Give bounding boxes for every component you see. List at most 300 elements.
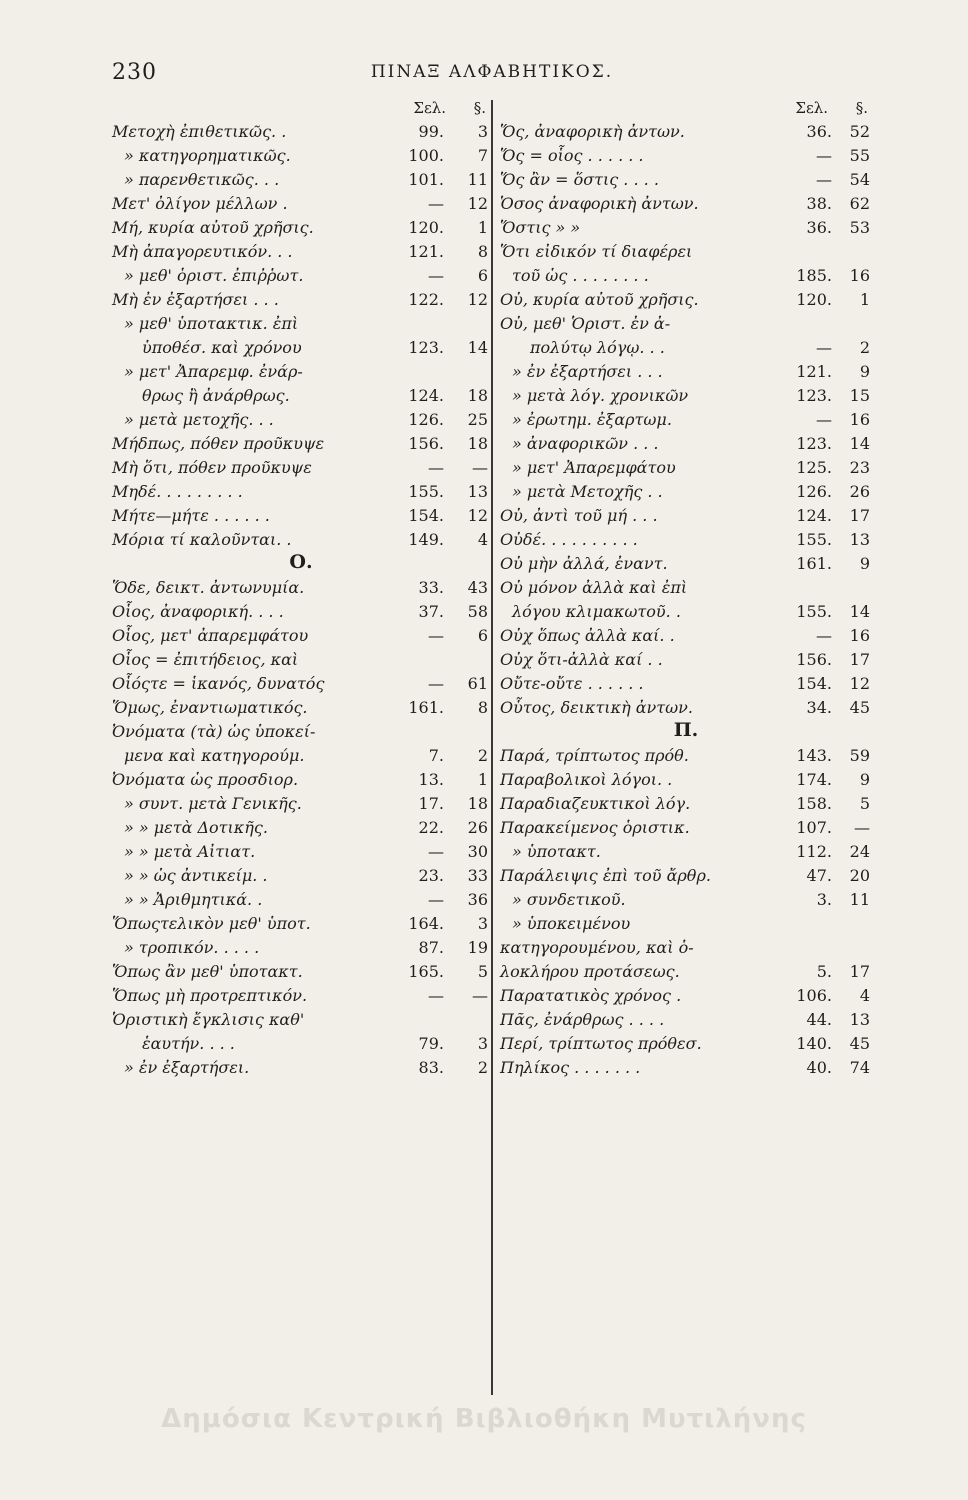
index-entry [500,647,872,671]
index-entry [112,455,490,479]
page-header [112,50,872,90]
page-ref: 122. [408,290,444,309]
index-term: Οὐ, ἀντὶ τοῦ μή . . . [500,506,658,525]
section-ref: 14 [467,338,488,357]
index-term: » ἐν ἐξαρτήσει. [124,1058,250,1077]
index-term: θρως ἢ ἀνάρθρως. [142,386,290,405]
section-ref: 2 [859,338,870,357]
page-ref: 125. [796,458,832,477]
page-ref: 120. [796,290,832,309]
section-column-label: §. [473,99,486,117]
section-ref: 4 [859,986,870,1005]
page-title: ΠΙΝΑΞ ΑΛΦΑΒΗΤΙΚΟΣ. [370,62,614,82]
index-term: » ὑποτακτ. [512,842,601,861]
library-watermark: Δημόσια Κεντρική Βιβλιοθήκη Μυτιλήνης [161,1404,807,1434]
section-ref: 3 [477,122,488,141]
page-ref: 123. [408,338,444,357]
index-entry [500,551,872,575]
section-ref: 1 [859,290,870,309]
section-ref: 20 [849,866,870,885]
index-term: Παρά, τρίπτωτος πρόθ. [500,746,689,765]
index-term: Οὐχ ὅπως ἀλλὰ καί. . [500,626,675,645]
page-ref: 165. [408,962,444,981]
section-ref: 8 [477,242,488,261]
section-ref: 33 [467,866,488,885]
page-ref: 174. [796,770,832,789]
index-entry [112,503,490,527]
section-ref: 6 [477,626,488,645]
index-column-left [112,95,490,1079]
index-entry [500,215,872,239]
section-ref: 18 [467,794,488,813]
index-entry [112,623,490,647]
index-entry [500,503,872,527]
page-ref: 100. [408,146,444,165]
index-term: » μετὰ μετοχῆς. . . [124,410,274,429]
index-term: Ὅς, ἀναφορικὴ ἀντων. [500,122,685,141]
index-entry [112,191,490,215]
index-term: » συνδετικοῦ. [512,890,626,909]
page-ref: 38. [806,194,832,213]
index-entry [500,935,872,959]
page-ref: 123. [796,386,832,405]
index-entry [500,983,872,1007]
index-term: » » μετὰ Αἰτιατ. [124,842,256,861]
page-ref: 156. [408,434,444,453]
page-ref: 13. [418,770,444,789]
section-ref: 3 [477,1034,488,1053]
index-term: Μὴ ὅτι, πόθεν προῦκυψε [112,458,312,477]
index-term: » » ὡς ἀντικείμ. . [124,866,268,885]
index-term: Παρατατικὸς χρόνος . [500,986,682,1005]
column-header [112,95,490,119]
index-entry [500,263,872,287]
page-column-label: Σελ. [795,99,828,117]
page-column-label: Σελ. [413,99,446,117]
section-ref: 1 [477,218,488,237]
index-term: Οἷόςτε = ἱκανός, δυνατός [112,674,325,693]
index-entry [500,623,872,647]
page-ref: 47. [806,866,832,885]
index-entry [500,1007,872,1031]
page-ref: 155. [796,530,832,549]
section-ref: 14 [849,434,870,453]
index-entry [500,839,872,863]
index-term: Μὴ ἀπαγορευτικόν. . . [112,242,293,261]
index-entry [112,791,490,815]
index-entry [112,239,490,263]
index-entry [112,311,490,335]
column-header [500,95,872,119]
page-ref: 7. [428,746,444,765]
page-ref: 126. [796,482,832,501]
index-term: ἑαυτήν. . . . [142,1034,235,1053]
index-term: » μεθ' ὑποτακτικ. ἐπὶ [124,314,299,333]
index-term: Οὐ μόνον ἀλλὰ καὶ ἐπὶ [500,578,688,597]
index-term: Μήδπως, πόθεν προῦκυψε [112,434,325,453]
section-ref: 45 [849,1034,870,1053]
index-entry [500,767,872,791]
index-term: » » μετὰ Δοτικῆς. [124,818,268,837]
index-entry [500,599,872,623]
page-ref: 161. [408,698,444,717]
section-ref: 2 [477,1058,488,1077]
page-ref: 44. [806,1010,832,1029]
index-term: Παραδιαζευκτικοὶ λόγ. [500,794,691,813]
section-letter: Π. [673,719,699,741]
page-ref: 143. [796,746,832,765]
index-entry [112,767,490,791]
index-entry [500,479,872,503]
index-term: » μετ' Ἀπαρεμφ. ἐνάρ- [124,362,303,381]
index-entry [500,815,872,839]
index-entry [112,935,490,959]
index-entry [500,887,872,911]
section-ref: 25 [467,410,488,429]
index-term: Οὗτος, δεικτικὴ ἀντων. [500,698,693,717]
index-entry [112,527,490,551]
section-ref: 17 [849,650,870,669]
page-ref: 185. [796,266,832,285]
section-column-label: §. [855,99,868,117]
index-term: Παράλειψις ἐπὶ τοῦ ἄρθρ. [500,866,711,885]
section-ref: 11 [849,890,870,909]
page-ref: 161. [796,554,832,573]
index-term: Ὁσος ἀναφορικὴ ἀντων. [500,194,699,213]
index-entry [500,671,872,695]
section-ref: 12 [467,506,488,525]
section-ref: 17 [849,962,870,981]
index-entry [500,143,872,167]
page-ref: — [816,338,832,357]
page-ref: 123. [796,434,832,453]
index-entry [500,119,872,143]
index-entry [500,287,872,311]
index-entry [500,575,872,599]
page-ref: — [428,986,444,1005]
page-ref: 22. [418,818,444,837]
page-ref: 154. [796,674,832,693]
section-ref: 62 [849,194,870,213]
page-ref: 155. [408,482,444,501]
index-term: Παρακείμενος ὁριστικ. [500,818,690,837]
index-entry [500,791,872,815]
index-column-right [500,95,872,1079]
index-term: » μετ' Ἀπαρεμφάτου [512,458,676,477]
index-entry [500,455,872,479]
index-term: Οὐχ ὅτι-ἀλλὰ καί . . [500,650,663,669]
page-ref: 40. [806,1058,832,1077]
section-ref: 7 [477,146,488,165]
index-term: Μή, κυρία αὐτοῦ χρῆσις. [112,218,314,237]
index-entry [112,671,490,695]
index-entry [112,575,490,599]
section-ref: 1 [477,770,488,789]
section-ref: 2 [477,746,488,765]
index-term: Ὅπως μὴ προτρεπτικόν. [112,986,308,1005]
index-entry [500,1031,872,1055]
index-entry [500,311,872,335]
page-ref: 124. [408,386,444,405]
index-entry [112,407,490,431]
index-term: Ὅς ἂν = ὅστις . . . . [500,170,659,189]
index-term: » ἐρωτημ. ἐξαρτωμ. [512,410,672,429]
page-ref: 33. [418,578,444,597]
page-ref: — [428,626,444,645]
index-entry [112,983,490,1007]
index-entry [112,815,490,839]
section-ref: 74 [849,1058,870,1077]
page-ref: 164. [408,914,444,933]
section-ref: 12 [467,290,488,309]
section-ref: 18 [467,386,488,405]
index-term: » συντ. μετὰ Γενικῆς. [124,794,302,813]
page-ref: 107. [796,818,832,837]
index-term: » ἀναφορικῶν . . . [512,434,659,453]
section-ref: 13 [467,482,488,501]
section-ref: 6 [477,266,488,285]
index-term: » κατηγορηματικῶς. [124,146,291,165]
index-entry [500,407,872,431]
index-entry [500,335,872,359]
index-term: μενα καὶ κατηγορούμ. [124,746,305,765]
index-entry [112,911,490,935]
index-entry [500,431,872,455]
section-ref: 26 [467,818,488,837]
index-term: » παρενθετικῶς. . . [124,170,280,189]
index-entry [500,1055,872,1079]
page-ref: 106. [796,986,832,1005]
section-ref: 45 [849,698,870,717]
index-term: πολύτῳ λόγῳ. . . [530,338,665,357]
section-ref: 43 [467,578,488,597]
index-entry [112,839,490,863]
page-ref: 155. [796,602,832,621]
page-ref: 121. [408,242,444,261]
index-term: ὑποθέσ. καὶ χρόνου [142,338,302,357]
index-term: Οἷος, μετ' ἀπαρεμφάτου [112,626,309,645]
index-term: κατηγορουμένου, καὶ ὁ- [500,938,694,957]
index-term: Παραβολικοὶ λόγοι. . [500,770,673,789]
page-ref: 36. [806,218,832,237]
index-term: Μηδέ. . . . . . . . . [112,482,243,501]
page-ref: 154. [408,506,444,525]
section-ref: 24 [849,842,870,861]
section-ref: 5 [477,962,488,981]
index-entry [112,599,490,623]
index-term: » » Ἀριθμητικά. . [124,890,263,909]
section-ref: 36 [467,890,488,909]
page-ref: 101. [408,170,444,189]
page-ref: 156. [796,650,832,669]
index-term: Μόρια τί καλοῦνται. . [112,530,292,549]
index-term: Ὅδε, δεικτ. ἀντωνυμία. [112,578,305,597]
index-term: » τροπικόν. . . . . [124,938,260,957]
index-term: Οὐδέ. . . . . . . . . . [500,530,638,549]
index-entry [112,263,490,287]
index-entry [112,695,490,719]
index-term: Οἷος = ἐπιτήδειος, καὶ [112,650,299,669]
section-ref: 61 [467,674,488,693]
index-entry [500,695,872,719]
index-term: Οὔτε-οὔτε . . . . . . [500,674,644,693]
page-ref: 124. [796,506,832,525]
section-ref: 14 [849,602,870,621]
section-ref: 13 [849,1010,870,1029]
index-term: Πηλίκος . . . . . . . [500,1058,641,1077]
page-ref: 149. [408,530,444,549]
section-ref: 4 [477,530,488,549]
index-entry [112,119,490,143]
index-entry [112,863,490,887]
section-ref: 16 [849,626,870,645]
index-entry [112,743,490,767]
index-entry [112,647,490,671]
column-divider [491,100,493,1395]
index-term: τοῦ ὡς . . . . . . . . [512,266,649,285]
page-ref: — [816,146,832,165]
page-ref: — [816,410,832,429]
section-ref: 26 [849,482,870,501]
section-ref: 17 [849,506,870,525]
page-ref: 37. [418,602,444,621]
section-ref: 13 [849,530,870,549]
page-ref: — [428,458,444,477]
section-ref: 19 [467,938,488,957]
index-term: Οὐ, μεθ' Ὁριστ. ἐν ἀ- [500,314,671,333]
index-entry [112,1031,490,1055]
page-ref: — [428,842,444,861]
section-ref: 59 [849,746,870,765]
index-entry [112,335,490,359]
index-entry [112,383,490,407]
section-ref: — [472,458,488,477]
section-ref: 9 [859,770,870,789]
page-ref: 126. [408,410,444,429]
page-ref: 99. [418,122,444,141]
page-ref: — [816,626,832,645]
index-entry [112,719,490,743]
index-term: » μεθ' ὁριστ. ἐπιῤῥωτ. [124,266,304,285]
index-term: Οἷος, ἀναφορική. . . . [112,602,284,621]
page-ref: — [428,890,444,909]
section-letter: Ο. [289,551,313,573]
index-term: » μετὰ λόγ. χρονικῶν [512,386,689,405]
section-ref: 58 [467,602,488,621]
section-ref: 16 [849,410,870,429]
page-ref: — [428,266,444,285]
index-entry [112,287,490,311]
index-term: Ὁριστικὴ ἔγκλισις καθ' [112,1010,305,1029]
index-term: Ὀνόματα ὡς προσδιορ. [112,770,299,789]
section-ref: 16 [849,266,870,285]
page-ref: 34. [806,698,832,717]
index-entry [112,887,490,911]
index-entry [500,743,872,767]
page-ref: 87. [418,938,444,957]
page-ref: 23. [418,866,444,885]
page-ref: 112. [796,842,832,861]
index-term: Μετ' ὀλίγον μέλλων . [112,194,288,213]
page-ref: 36. [806,122,832,141]
index-entry [500,167,872,191]
index-entry [500,239,872,263]
index-entry [112,1007,490,1031]
index-entry [112,359,490,383]
page-number: 230 [112,60,157,85]
index-term: Μὴ ἐν ἐξαρτήσει . . . [112,290,279,309]
section-ref: 15 [849,386,870,405]
index-term: Περί, τρίπτωτος πρόθεσ. [500,1034,702,1053]
section-ref: 3 [477,914,488,933]
page-ref: 120. [408,218,444,237]
page-ref: 5. [816,962,832,981]
index-entry [500,911,872,935]
index-entry [500,959,872,983]
section-ref: 9 [859,554,870,573]
index-entry [112,143,490,167]
index-term: λοκλήρου προτάσεως. [500,962,680,981]
index-entry [112,167,490,191]
page-ref: — [816,170,832,189]
index-term: » ὑποκειμένου [512,914,631,933]
index-term: Πᾶς, ἐνάρθρως . . . . [500,1010,665,1029]
index-entry [500,191,872,215]
index-term: Ὅπως ἂν μεθ' ὑποτακτ. [112,962,303,981]
index-term: Ὀνόματα (τὰ) ὡς ὑποκεί- [112,722,316,741]
section-ref: 12 [849,674,870,693]
index-entry [500,359,872,383]
page-ref: 3. [816,890,832,909]
section-ref: 12 [467,194,488,213]
index-entry [112,1055,490,1079]
index-entry [112,479,490,503]
section-ref: 52 [849,122,870,141]
section-ref: 5 [859,794,870,813]
page-ref: 79. [418,1034,444,1053]
section-ref: 53 [849,218,870,237]
page-ref: — [428,194,444,213]
index-term: Μήτε—μήτε . . . . . . [112,506,270,525]
section-ref: — [854,818,870,837]
index-term: Ὅπωςτελικὸν μεθ' ὑποτ. [112,914,311,933]
index-entry [112,959,490,983]
index-term: Ὅστις » » [500,218,581,237]
index-term: Οὐ, κυρία αὐτοῦ χρῆσις. [500,290,699,309]
index-term: Μετοχὴ ἐπιθετικῶς. . [112,122,287,141]
index-entry [112,215,490,239]
index-entry [500,863,872,887]
section-ref: 11 [467,170,488,189]
index-term: Οὐ μὴν ἀλλά, ἐναντ. [500,554,668,573]
section-ref: 23 [849,458,870,477]
section-ref: — [472,986,488,1005]
page-ref: 158. [796,794,832,813]
section-ref: 54 [849,170,870,189]
index-entry [500,383,872,407]
section-ref: 8 [477,698,488,717]
index-term: Ὅς = οἷος . . . . . . [500,146,644,165]
section-ref: 30 [467,842,488,861]
section-ref: 55 [849,146,870,165]
index-entry [112,431,490,455]
page-ref: — [428,674,444,693]
index-term: » μετὰ Μετοχῆς . . [512,482,663,501]
index-term: λόγου κλιμακωτοῦ. . [512,602,681,621]
section-ref: 18 [467,434,488,453]
page-ref: 121. [796,362,832,381]
index-term: Ὅτι εἰδικόν τί διαφέρει [500,242,693,261]
